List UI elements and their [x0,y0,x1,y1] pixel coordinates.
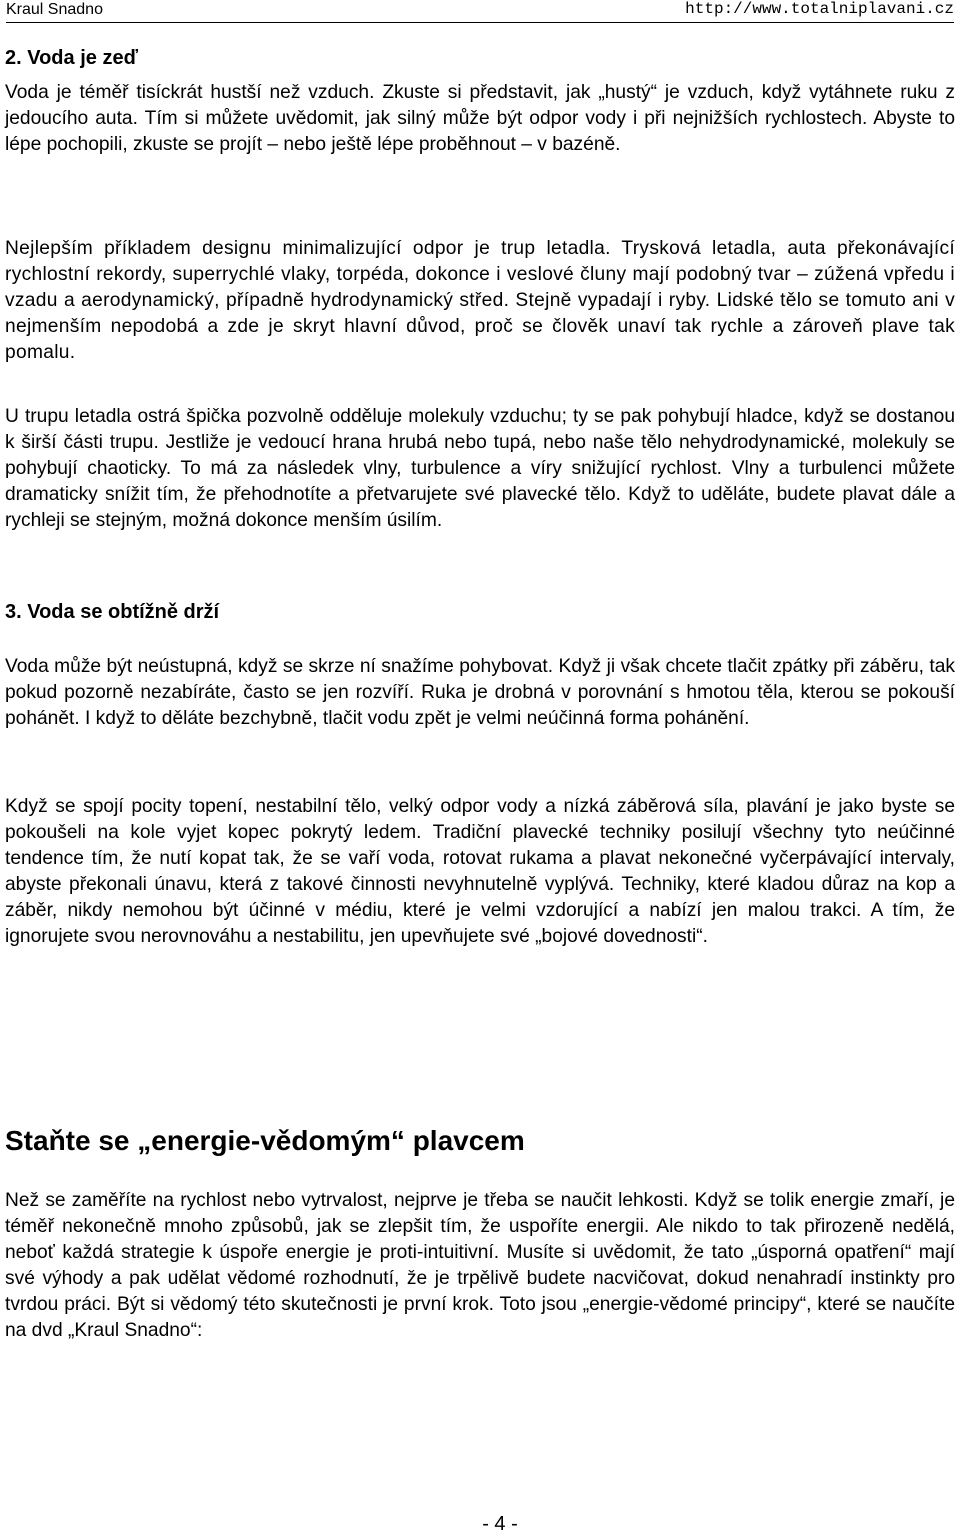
paragraph: Když se spojí pocity topení, nestabilní tělo, velký odpor vody a nízká záběrová síla, plavání je jako byste se pokoušeli na kole vyjet kopec pokrytý ledem. Tradiční plavecké techniky posilují všechny tyto neúčinné tendence tím, že nutí kopat tak, že se vaří voda, rotovat rukama a plavat nekonečné vyčerpávající intervaly, abyste překonali únavu, která z takové činnosti nevyhnutelně vyplývá. Techniky, které kladou důraz na kop a záběr, nikdy nemohou být účinné v médiu, které je velmi vzdorující a nabízí jen malou trakci. A tím, že ignorujete svou nerovnováhu a nestabilitu, jen upevňujete své „bojové dovednosti“. [5,796,955,947]
page-number: - 4 - [482,1513,518,1535]
paragraph: Než se zaměříte na rychlost nebo vytrvalost, nejprve je třeba se naučit lehkosti. Když se tolik energie zmaří, je téměř nekonečně mnoho způsobů, jak se zlepšit tím, že uspoříte energii. Ale nikdo to tak přirozeně nedělá, neboť každá strategie k úspoře energie je proti-intuitivní. Musíte si uvědomit, že tato „úsporná opatření“ mají své výhody a pak udělat vědomé rozhodnutí, že je trpělivě budete nacvičovat, dokud nenahradí instinkty pro tvrdou práci. Být si vědomý této skutečnosti je první krok. Toto jsou „energie-vědomé principy“, které se naučíte na dvd „Kraul Snadno“: [5,1190,955,1341]
section-heading-energy-aware-swimmer: Staňte se „energie-vědomým“ plavcem [5,1125,525,1156]
section-heading-water-is-wall: 2. Voda je zeď [5,47,138,69]
header-url[interactable]: http://www.totalniplavani.cz [685,0,954,18]
section-heading-water-hard-to-hold: 3. Voda se obtížně drží [5,601,220,623]
header-title: Kraul Snadno [6,1,103,18]
paragraph: Nejlepším příkladem designu minimalizující odpor je trup letadla. Trysková letadla, auta překonávající rychlostní rekordy, superrychlé vlaky, torpéda, dokonce i veslové čluny mají podobný tvar – zúžená vpředu i vzadu a aerodynamický, případně hydrodynamický střed. Stejně vypadají i ryby. Lidské tělo se tomuto ani v nejmenším nepodobá a zde je skryt hlavní důvod, proč se člověk unaví tak rychle a zároveň plave tak pomalu. [5,238,955,363]
page-header [6,0,954,23]
paragraph: U trupu letadla ostrá špička pozvolně odděluje molekuly vzduchu; ty se pak pohybují hladce, když se dostanou k širší části trupu. Jestliže je vedoucí hrana hrubá nebo tupá, nebo naše tělo nehydrodynamické, molekuly se pohybují chaoticky. To má za následek vlny, turbulence a víry snižující rychlost. Vlny a turbulenci můžete dramaticky snížit tím, že přehodnotíte a přetvarujete své plavecké tělo. Když to uděláte, budete plavat dále a rychleji se stejným, možná dokonce menším úsilím. [5,406,955,531]
paragraph: Voda může být neústupná, když se skrze ní snažíme pohybovat. Když ji však chcete tlačit zpátky při záběru, tak pokud pozorně nezabíráte, často se jen rozvíří. Ruka je drobná v porovnání s hmotou těla, kterou se pokouší pohánět. I když to děláte bezchybně, tlačit vodu zpět je velmi neúčinná forma pohánění. [5,656,955,729]
paragraph: Voda je téměř tisíckrát hustší než vzduch. Zkuste si představit, jak „hustý“ je vzduch, když vytáhnete ruku z jedoucího auta. Tím si můžete uvědomit, jak silný může být odpor vody i při nejnižších rychlostech. Abyste to lépe pochopili, zkuste se projít – nebo ještě lépe proběhnout – v bazéně. [5,82,955,155]
